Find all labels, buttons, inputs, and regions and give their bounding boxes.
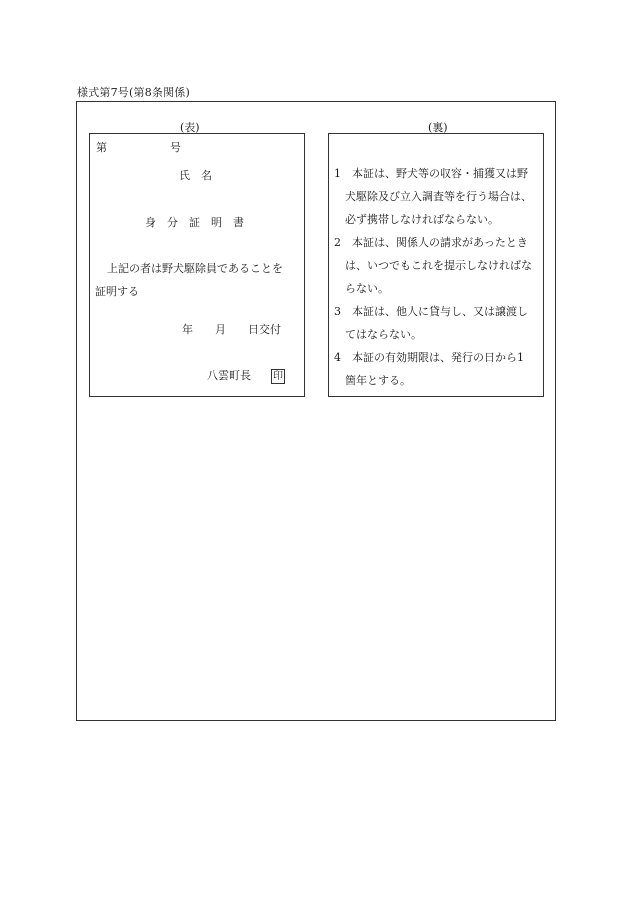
number-label-suffix: 号 xyxy=(170,141,181,154)
front-card xyxy=(89,133,305,397)
statement-line-1: 上記の者は野犬駆除員であることを xyxy=(107,262,283,275)
back-side-heading: (裏) xyxy=(428,121,448,134)
back-line-2: 犬駆除及び立入調査等を行う場合は、 xyxy=(334,190,532,203)
back-line-5: は、いつでもこれを提示しなければな xyxy=(334,259,532,272)
issuer-name: 八雲町長 xyxy=(207,369,251,382)
back-line-10: 箇年とする。 xyxy=(334,374,411,387)
back-card xyxy=(328,133,544,397)
statement-line-2: 証明する xyxy=(95,285,139,298)
back-line-1: 1 本証は、野犬等の収容・捕獲又は野 xyxy=(334,167,528,180)
back-line-3: 必ず携帯しなければならない。 xyxy=(334,213,499,226)
seal-mark: 印 xyxy=(273,371,283,382)
issuer-line xyxy=(207,367,285,384)
back-line-7: 3 本証は、他人に貸与し、又は譲渡し xyxy=(334,305,528,318)
number-label-prefix: 第 xyxy=(96,141,107,154)
form-title: 様式第7号(第8条関係) xyxy=(77,86,190,99)
back-line-8: てはならない。 xyxy=(334,328,422,341)
name-label: 氏 名 xyxy=(179,169,212,182)
certificate-title: 身 分 証 明 書 xyxy=(145,216,244,229)
back-line-6: らない。 xyxy=(334,282,389,295)
back-line-9: 4 本証の有効期限は、発行の日から1 xyxy=(334,351,524,364)
back-line-4: 2 本証は、関係人の請求があったとき xyxy=(334,236,528,249)
front-side-heading: (表) xyxy=(180,121,200,134)
issue-date-line: 年 月 日交付 xyxy=(182,323,281,336)
